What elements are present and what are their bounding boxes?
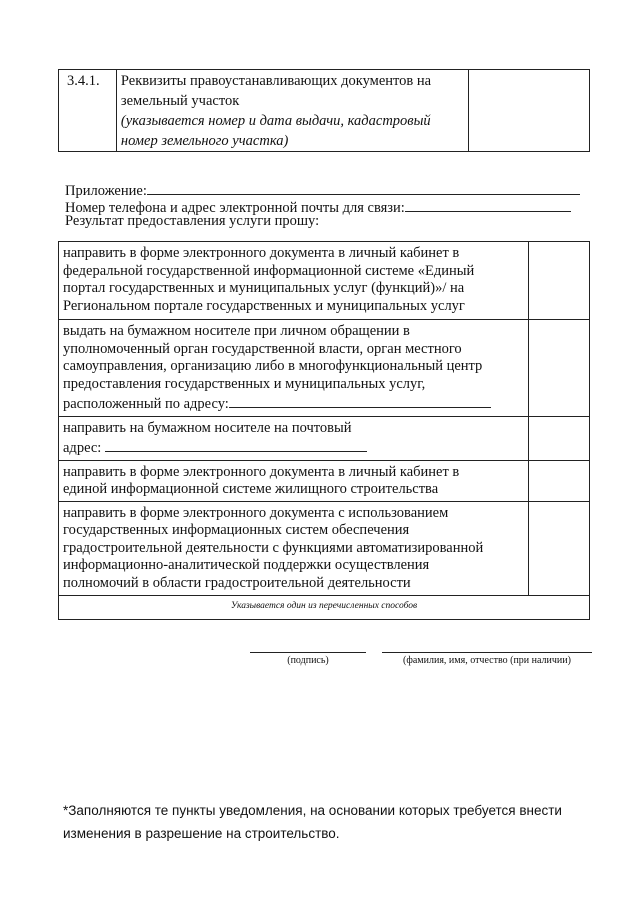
option-text-line: Региональном портале государственных и муниципальных услуг — [63, 297, 465, 314]
option-checkbox[interactable] — [529, 320, 590, 417]
option-checkbox[interactable] — [529, 416, 590, 460]
footnote-line: *Заполняются те пункты уведомления, на основании которых требуется внести — [63, 803, 562, 818]
footnote — [63, 799, 562, 845]
option-paper-mail — [59, 416, 529, 460]
option-text-line: предоставления государственных и муниципальных услуг, — [63, 375, 426, 392]
option-text-line: единой информационной системе жилищного строительства — [63, 481, 439, 497]
option-electronic-epgu — [59, 242, 529, 320]
item-number: 3.4.1. — [59, 70, 117, 152]
option-text-line: направить в форме электронного документа с использованием — [63, 504, 449, 521]
signature-line[interactable] — [250, 652, 366, 653]
option-electronic-eisgs — [59, 460, 529, 501]
attachment-field[interactable] — [147, 180, 580, 195]
option-checkbox[interactable] — [529, 460, 590, 501]
signature-caption: (подпись) — [287, 655, 329, 666]
option-checkbox[interactable] — [529, 242, 590, 320]
option-text-line: самоуправления, организацию либо в многофункциональный центр — [63, 358, 483, 374]
option-paper-in-person — [59, 320, 529, 417]
option-text-line: направить в форме электронного документа в личный кабинет в — [63, 245, 460, 261]
cadastral-table — [58, 69, 590, 152]
option-text-line: государственных информационных систем обеспечения — [63, 522, 410, 538]
option-text-line: полномочий в области градостроительной деятельности — [63, 574, 411, 591]
option-checkbox[interactable] — [529, 501, 590, 595]
result-options-table — [58, 241, 590, 620]
address-field[interactable] — [229, 393, 491, 408]
footnote-line: изменения в разрешение на строительство. — [63, 826, 340, 841]
table-row — [59, 70, 590, 152]
option-electronic-gisogd — [59, 501, 529, 595]
item-text-line: земельный участок — [120, 93, 240, 109]
table-row — [59, 416, 590, 460]
table-row — [59, 460, 590, 501]
option-text-line: информационно-аналитической поддержки осуществления — [63, 557, 430, 573]
option-text-line: направить на бумажном носителе на почтовый — [63, 419, 352, 436]
full-name-line[interactable] — [382, 652, 592, 653]
contact-field[interactable] — [405, 197, 571, 212]
item-hint-line: номер земельного участка) — [120, 133, 289, 149]
result-label: Результат предоставления услуги прошу: — [65, 213, 320, 229]
table-row — [59, 320, 590, 417]
item-value-cell[interactable] — [468, 70, 589, 152]
option-text-line: федеральной государственной информационной системе «Единый — [63, 262, 475, 279]
table-row — [59, 242, 590, 320]
table-row — [59, 595, 590, 619]
option-text-line — [63, 437, 525, 458]
option-text-line — [63, 393, 525, 414]
item-hint-line: (указывается номер и дата выдачи, кадастровый — [120, 113, 431, 129]
item-description — [116, 70, 468, 152]
option-text-line: выдать на бумажном носителе при личном обращении в — [63, 323, 410, 339]
option-text-line: портал государственных и муниципальных услуг (функций)»/ на — [63, 280, 465, 296]
option-label: адрес: — [63, 440, 102, 456]
full-name-caption: (фамилия, имя, отчество (при наличии) — [403, 655, 571, 666]
option-text-line: градостроительной деятельности с функциями автоматизированной — [63, 539, 484, 556]
option-text-line: направить в форме электронного документа в личный кабинет в — [63, 463, 460, 480]
options-note: Указывается один из перечисленных способов — [59, 595, 590, 619]
attachment-label: Приложение: — [65, 183, 147, 199]
postal-address-field[interactable] — [105, 437, 367, 452]
option-label: расположенный по адресу: — [63, 396, 229, 412]
option-text-line: уполномоченный орган государственной власти, орган местного — [63, 340, 462, 357]
contact-label: Номер телефона и адрес электронной почты для связи: — [65, 200, 405, 216]
table-row — [59, 501, 590, 595]
item-text-line: Реквизиты правоустанавливающих документов на — [120, 73, 432, 89]
